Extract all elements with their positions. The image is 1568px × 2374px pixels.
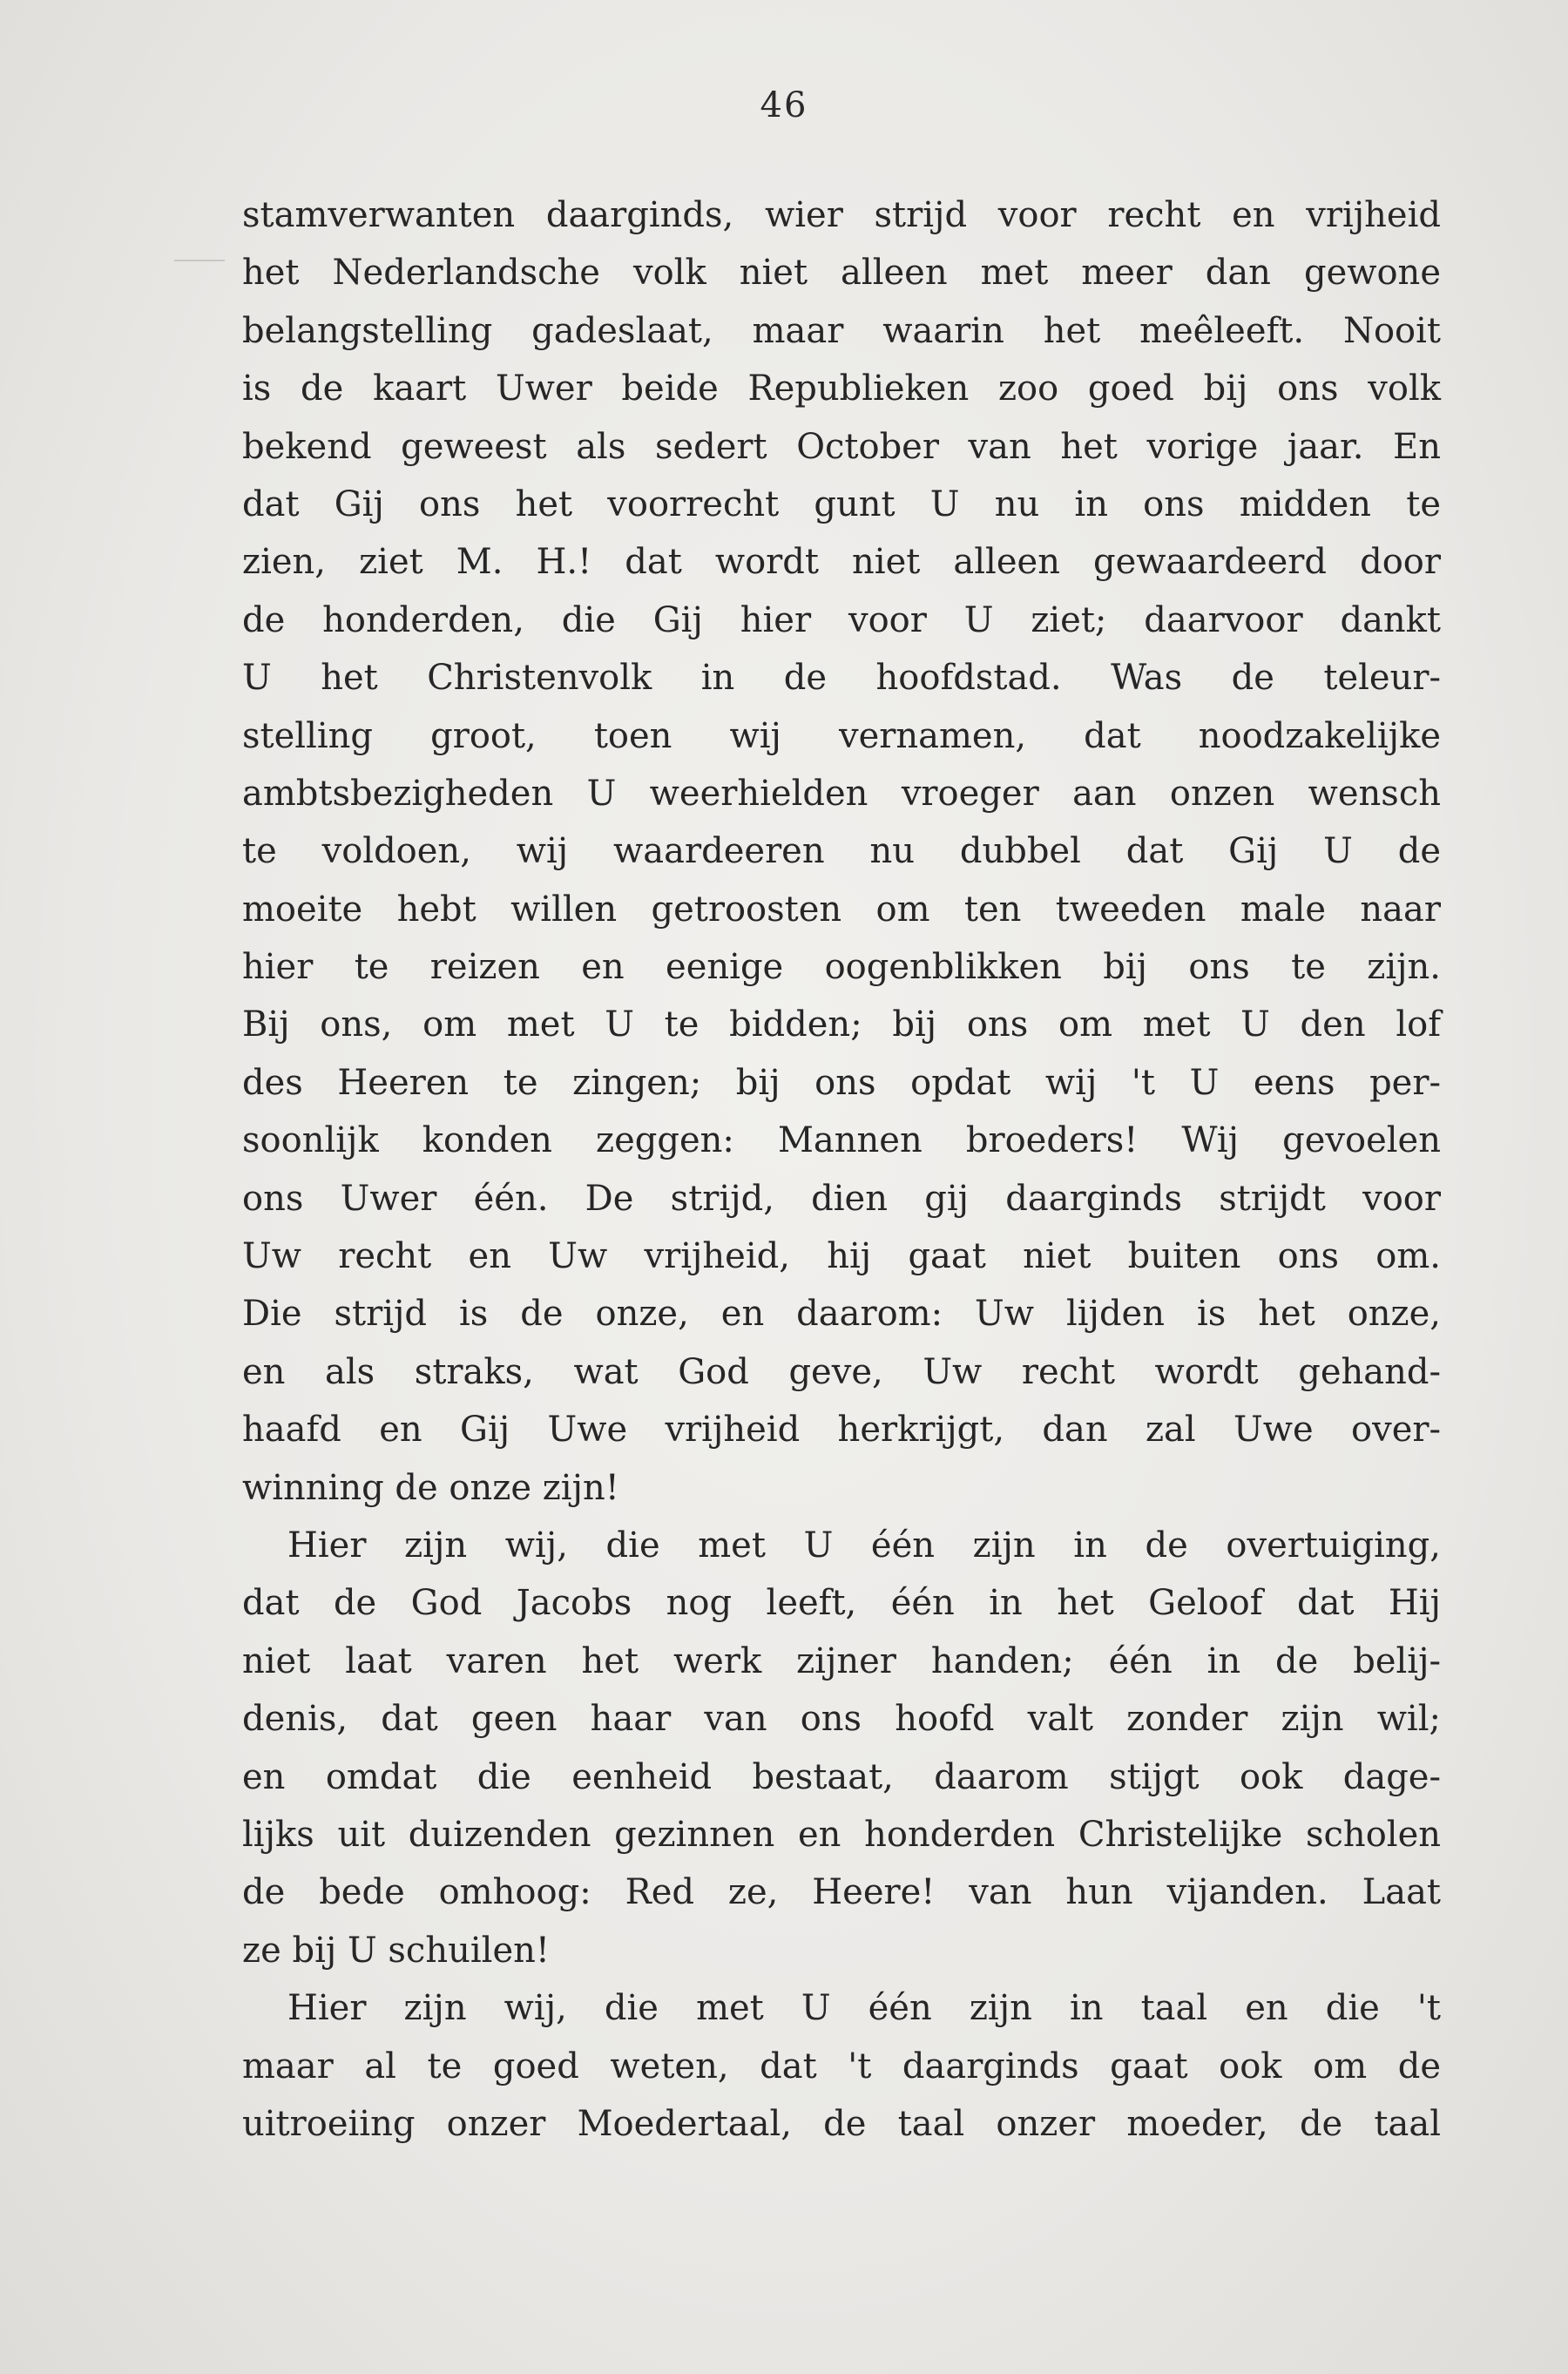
text-line: uitroeiing onzer Moedertaal, de taal onzer moeder, de taal [242,2103,1441,2144]
text-line: Bij ons, om met U te bidden; bij ons om met U den lof [242,1004,1441,1045]
text-line: U het Christenvolk in de hoofdstad. Was de teleur- [242,658,1441,699]
paragraph-start-line: Hier zijn wij, die met U één zijn in de overtuiging, [287,1525,1441,1566]
text-line: ons Uwer één. De strijd, dien gij daarginds strijdt voor [242,1178,1441,1219]
text-line: de bede omhoog: Red ze, Heere! van hun vijanden. Laat [242,1872,1441,1913]
text-line: en als straks, wat God geve, Uw recht wordt gehand- [242,1351,1441,1392]
text-line: denis, dat geen haar van ons hoofd valt zonder zijn wil; [242,1699,1441,1740]
text-line: moeite hebt willen getroosten om ten tweeden male naar [242,889,1441,930]
text-line: dat Gij ons het voorrecht gunt U nu in ons midden te [242,484,1441,524]
text-line: stelling groot, toen wij vernamen, dat noodzakelijke [242,715,1441,756]
text-line: is de kaart Uwer beide Republieken zoo goed bij ons volk [242,369,1441,409]
text-line: des Heeren te zingen; bij ons opdat wij 't U eens per- [242,1062,1441,1103]
text-line: en omdat die eenheid bestaat, daarom stijgt ook dage- [242,1756,1441,1797]
paragraph-end-line: winning de onze zijn! [242,1467,619,1508]
text-line: lijks uit duizenden gezinnen en honderden Christelijke scholen [242,1814,1441,1855]
text-line: het Nederlandsche volk niet alleen met meer dan gewone [242,253,1441,294]
text-line: maar al te goed weten, dat 't daarginds gaat ook om de [242,2046,1441,2087]
paragraph-start-line: Hier zijn wij, die met U één zijn in taal en die 't [287,1988,1441,2029]
text-line: belangstelling gadeslaat, maar waarin het meêleeft. Nooit [242,310,1441,351]
text-line: zien, ziet M. H.! dat wordt niet alleen gewaardeerd door [242,542,1441,583]
text-line: hier te reizen en eenige oogenblikken bij ons te zijn. [242,947,1441,988]
text-line: Uw recht en Uw vrijheid, hij gaat niet buiten ons om. [242,1236,1441,1277]
text-line: Die strijd is de onze, en daarom: Uw lijden is het onze, [242,1294,1441,1335]
text-line: soonlijk konden zeggen: Mannen broeders! Wij gevoelen [242,1120,1441,1161]
text-line: haafd en Gij Uwe vrijheid herkrijgt, dan zal Uwe over- [242,1410,1441,1451]
text-line: dat de God Jacobs nog leeft, één in het Geloof dat Hij [242,1583,1441,1624]
text-line: te voldoen, wij waardeeren nu dubbel dat Gij U de [242,831,1441,872]
text-line: stamverwanten daarginds, wier strijd voor recht en vrijheid [242,195,1441,235]
page-number: 46 [760,85,808,125]
body-text [242,186,1441,2153]
text-line: bekend geweest als sedert October van het vorige jaar. En [242,426,1441,467]
paragraph-end-line: ze bij U schuilen! [242,1930,550,1971]
text-line: niet laat varen het werk zijner handen; één in de belij- [242,1640,1441,1681]
text-line: ambtsbezigheden U weerhielden vroeger aan onzen wensch [242,773,1441,814]
page-mark [174,260,225,261]
text-line: de honderden, die Gij hier voor U ziet; daarvoor dankt [242,599,1441,640]
